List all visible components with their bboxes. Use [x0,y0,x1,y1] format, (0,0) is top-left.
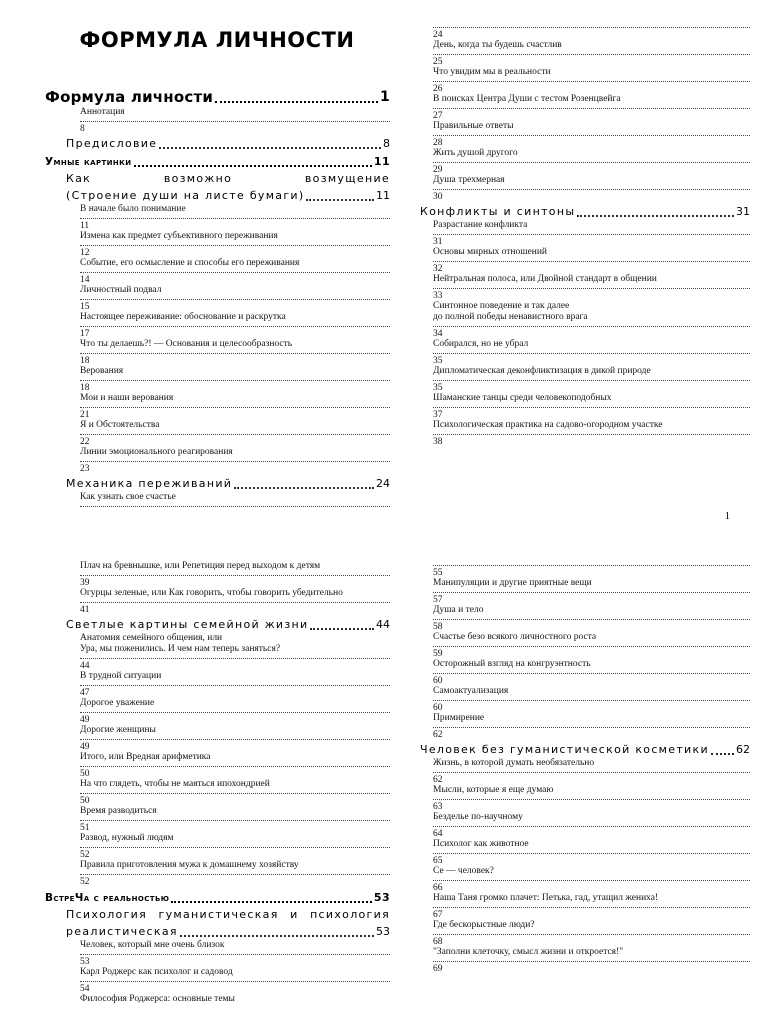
toc-entry-page-number: 8 [80,124,85,134]
toc-subentry [420,758,750,769]
toc-entry-title: Нейтральная полоса, или Двойной стандарт в общении [433,274,657,284]
dotted-leader [433,326,750,327]
toc-entry [420,646,750,670]
toc-subentry-title: Анатомия семейного общения, или [80,633,223,643]
toc-entry-page-number: 26 [433,84,443,94]
toc-entry-page-number: 32 [433,264,443,274]
dotted-leader [433,907,750,908]
toc-entry [45,712,390,736]
toc-entry-title: Дорогое уважение [80,698,155,708]
toc-entry [420,234,750,258]
toc-entry-page-number: 34 [433,329,443,339]
toc-entry [45,874,390,887]
toc-entry [420,673,750,697]
dotted-leader [171,901,372,903]
toc-entry [420,54,750,78]
dotted-leader [80,602,390,603]
toc-entry-page-number: 68 [433,937,443,947]
toc-entry-page-number: 35 [433,356,443,366]
toc-entry-page-number: 64 [433,829,443,839]
toc-column-page1-left [45,88,390,509]
toc-subentry [45,561,390,572]
toc-entry-page-number: 22 [80,437,90,447]
toc-entry [45,954,390,978]
toc-entry-page-number: 30 [433,192,443,202]
toc-entry [45,793,390,817]
toc-entry-page-number: 58 [433,622,443,632]
toc-entry-title: В поисках Центра Души с тестом Розенцвейга [433,94,621,104]
toc-subentry [45,633,390,655]
toc-subentry-title: Разрастание конфликта [433,220,528,230]
toc-entry [420,326,750,350]
toc-heading [66,189,390,203]
toc-column-page1-right [420,24,750,447]
toc-subentry-title: Ура, мы поженились. И чем нам теперь заняться? [80,644,281,654]
dotted-leader [433,54,750,55]
dotted-leader [80,218,390,219]
dotted-leader [180,935,374,937]
dotted-leader [80,793,390,794]
toc-entry [45,685,390,709]
toc-entry-title: Измена как предмет субъективного переживания [80,231,278,241]
toc-entry-title: Личностный подвал [80,285,162,295]
toc-entry [420,880,750,904]
toc-entry-title: Развод, нужный людям [80,833,174,843]
toc-entry-title: Правила приготовления мужа к домашнему хозяйству [80,860,299,870]
toc-entry-page-number: 29 [433,165,443,175]
toc-entry [45,575,390,599]
toc-entry-page-number: 18 [80,383,90,393]
toc-heading-label: Человек без гуманистической косметики [420,743,709,756]
toc-entry-page-number: 38 [433,437,443,447]
dotted-leader [80,121,390,122]
toc-subentry [45,492,390,503]
dotted-leader [80,353,390,354]
toc-heading [420,743,750,757]
toc-entry-title: Время разводиться [80,806,157,816]
dotted-leader [433,826,750,827]
toc-entry [45,272,390,296]
toc-subentry-title: В начале было понимание [80,204,186,214]
toc-entry-title: На что глядеть, чтобы не маяться ипохондрией [80,779,270,789]
toc-heading-label: (Строение души на листе бумаги) [66,189,305,202]
dotted-leader [80,954,390,955]
toc-entry [420,189,750,202]
toc-entry-page-number: 63 [433,802,443,812]
dotted-leader [433,27,750,28]
toc-entry-title: Я и Обстоятельства [80,420,160,430]
toc-entry-title: Философия Роджерса: основные темы [80,994,235,1004]
toc-subentry [45,940,390,951]
dotted-leader [159,147,381,149]
dotted-leader [433,592,750,593]
toc-entry-page-number: 62 [433,730,443,740]
toc-entry-title: Манипуляции и другие приятные вещи [433,578,592,588]
toc-entry-title: Линии эмоционального реагирования [80,447,233,457]
dotted-leader [215,101,378,103]
toc-entry [420,407,750,431]
toc-heading-page-number: 1 [380,89,390,105]
toc-heading-label: Механика переживаний [66,477,233,490]
toc-entry [45,434,390,458]
dotted-leader [80,766,390,767]
dotted-leader [433,853,750,854]
toc-entry [45,461,390,474]
toc-heading-label: Умные картинки [45,156,132,168]
toc-entry-title: Где бескорыстные люди? [433,920,535,930]
toc-heading-page-number: 53 [373,891,390,904]
toc-entry [45,353,390,377]
toc-entry-title: Мысли, которые я еще думаю [433,785,554,795]
dotted-leader [433,673,750,674]
toc-entry [420,81,750,105]
toc-entry [420,27,750,51]
toc-entry [420,108,750,132]
dotted-leader [80,506,390,507]
toc-entry [45,245,390,269]
toc-subentry-title: Аннотация [80,107,125,117]
dotted-leader [80,434,390,435]
dotted-leader [80,407,390,408]
toc-heading [45,891,390,905]
toc-heading-page-number: 31 [736,205,750,218]
toc-entry-page-number: 44 [80,661,90,671]
toc-heading-justified [66,908,390,922]
toc-entry-title: Верования [80,366,124,376]
toc-entry [420,934,750,958]
toc-heading-label: Конфликты и синтоны [420,205,576,218]
document-title: ФОРМУЛА ЛИЧНОСТИ [79,28,355,52]
toc-entry [420,162,750,186]
toc-heading-page-number: 11 [373,155,390,168]
toc-entry [45,820,390,844]
toc-entry-title: День, когда ты будешь счастлив [433,40,562,50]
toc-entry-title: Жить душой другого [433,148,518,158]
toc-entry-page-number: 69 [433,964,443,974]
toc-entry-page-number: 52 [80,877,90,887]
toc-entry-page-number: 47 [80,688,90,698]
toc-entry-page-number: 54 [80,984,90,994]
dotted-leader [433,261,750,262]
toc-entry-title: Основы мирных отношений [433,247,547,257]
toc-entry-page-number: 66 [433,883,443,893]
toc-entry-title: Мои и наши верования [80,393,174,403]
toc-entry-title: Наша Таня громко плачет: Петька, гад, утащил жениха! [433,893,659,903]
toc-heading-word: и [290,908,299,921]
toc-entry-page-number: 37 [433,410,443,420]
toc-entry-page-number: 14 [80,275,90,285]
toc-entry-title: Дипломатическая деконфликтизация в дикой природе [433,366,651,376]
toc-entry [45,218,390,242]
toc-subentry-title: Как узнать свое счастье [80,492,176,502]
dotted-leader [80,380,390,381]
toc-heading-page-number: 24 [376,477,390,490]
toc-entry [420,700,750,724]
toc-heading [45,155,390,169]
toc-entry-page-number: 50 [80,769,90,779]
toc-entry-title: Что увидим мы в реальности [433,67,551,77]
toc-entry-title: Душа и тело [433,605,484,615]
dotted-leader [433,565,750,566]
dotted-leader [433,434,750,435]
toc-heading-word: возможно [163,172,233,185]
toc-entry-title: Огурцы зеленые, или Как говорить, чтобы говорить убедительно [80,588,343,598]
dotted-leader [80,874,390,875]
toc-entry-title: Примирение [433,713,485,723]
toc-column-page2-right [420,562,750,974]
toc-entry [420,565,750,589]
toc-heading [66,477,390,491]
dotted-leader [433,288,750,289]
toc-heading-word: психология [310,908,390,921]
dotted-leader [310,628,374,630]
toc-heading-label: реалистическая [66,925,178,938]
toc-entry-title: Безделье по-научному [433,812,523,822]
toc-entry [420,380,750,404]
toc-entry [45,847,390,871]
dotted-leader [80,461,390,462]
toc-heading-word: возмущение [304,172,390,185]
toc-entry-page-number: 67 [433,910,443,920]
toc-entry [420,619,750,643]
toc-entry-page-number: 51 [80,823,90,833]
toc-entry-page-number: 52 [80,850,90,860]
toc-entry-page-number: 24 [433,30,443,40]
toc-column-page2-left [45,560,390,1005]
toc-entry [420,434,750,447]
toc-heading-label: Светлые картины семейной жизни [66,618,309,631]
toc-entry-page-number: 62 [433,775,443,785]
dotted-leader [80,712,390,713]
dotted-leader [80,847,390,848]
toc-entry [420,592,750,616]
toc-entry-title: до полной победы ненавистного врага [433,312,588,322]
toc-subentry-title: Жизнь, в которой думать необязательно [433,758,595,768]
toc-subentry [45,204,390,215]
toc-entry-title: Синтонное поведение и так далее [433,301,570,311]
toc-entry-page-number: 49 [80,742,90,752]
dotted-leader [134,165,372,167]
toc-entry [420,288,750,323]
dotted-leader [577,215,734,217]
dotted-leader [80,820,390,821]
toc-entry [45,326,390,350]
toc-entry-page-number: 60 [433,676,443,686]
toc-entry [45,299,390,323]
toc-entry [420,135,750,159]
dotted-leader [80,981,390,982]
dotted-leader [433,108,750,109]
toc-entry-page-number: 27 [433,111,443,121]
toc-entry-page-number: 28 [433,138,443,148]
toc-entry [45,766,390,790]
toc-entry-page-number: 21 [80,410,90,420]
dotted-leader [433,700,750,701]
toc-entry [45,407,390,431]
dotted-leader [433,772,750,773]
toc-entry-page-number: 25 [433,57,443,67]
toc-entry-title: Событие, его осмысление и способы его переживания [80,258,300,268]
dotted-leader [433,646,750,647]
toc-heading [66,925,390,939]
toc-heading-page-number: 53 [376,925,390,938]
toc-entry-title: Самоактуализация [433,686,509,696]
dotted-leader [80,575,390,576]
toc-entry-page-number: 15 [80,302,90,312]
toc-entry [45,602,390,615]
dotted-leader [433,727,750,728]
toc-subentry [45,107,390,118]
dotted-leader [433,619,750,620]
toc-entry-page-number: 11 [80,221,90,231]
toc-entry-page-number: 12 [80,248,90,258]
toc-entry-page-number: 39 [80,578,90,588]
dotted-leader [433,135,750,136]
toc-entry-page-number: 49 [80,715,90,725]
toc-entry [45,658,390,682]
toc-entry-page-number: 50 [80,796,90,806]
toc-heading [420,205,750,219]
toc-heading-page-number: 62 [736,743,750,756]
dotted-leader [433,234,750,235]
toc-heading [45,88,390,106]
toc-entry-page-number: 33 [433,291,443,301]
toc-entry-page-number: 41 [80,605,90,615]
toc-entry-page-number: 55 [433,568,443,578]
dotted-leader [80,245,390,246]
toc-entry-page-number: 65 [433,856,443,866]
toc-heading [66,618,390,632]
toc-entry [420,826,750,850]
dotted-leader [433,407,750,408]
toc-entry-page-number: 60 [433,703,443,713]
toc-entry-title: Правильные ответы [433,121,514,131]
toc-entry-title: Душа трехмерная [433,175,505,185]
toc-entry [45,981,390,1005]
toc-entry-title: Дорогие женщины [80,725,156,735]
dotted-leader [433,380,750,381]
toc-heading-label: Предисловие [66,137,158,150]
toc-heading-page-number: 44 [376,618,390,631]
toc-entry-page-number: 57 [433,595,443,605]
toc-entry-title: Шаманские танцы среди человекоподобных [433,393,612,403]
toc-entry [420,907,750,931]
toc-entry-page-number: 17 [80,329,90,339]
toc-heading-page-number: 8 [383,137,390,150]
toc-heading-word: Как [66,172,92,185]
toc-entry [420,961,750,974]
toc-entry-title: В трудной ситуации [80,671,162,681]
toc-entry-title: Итого, или Вредная арифметика [80,752,211,762]
dotted-leader [80,299,390,300]
dotted-leader [80,739,390,740]
dotted-leader [306,199,374,201]
toc-heading-justified [66,172,390,186]
toc-entry [420,772,750,796]
toc-entry [45,380,390,404]
dotted-leader [433,81,750,82]
dotted-leader [711,753,734,755]
toc-entry-title: "Заполни клеточку, смысл жизни и откроется!" [433,947,624,957]
toc-entry-title: Психологическая практика на садово-огородном участке [433,420,663,430]
dotted-leader [433,961,750,962]
toc-entry-page-number: 59 [433,649,443,659]
dotted-leader [80,326,390,327]
toc-entry-title: Осторожный взгляд на конгруэнтность [433,659,591,669]
dotted-leader [80,685,390,686]
toc-heading-word: Психология [66,908,148,921]
toc-subentry [420,220,750,231]
dotted-leader [234,487,374,489]
toc-entry-title: Психолог как животное [433,839,529,849]
toc-entry-title: Карл Роджерс как психолог и садовод [80,967,233,977]
toc-entry [420,261,750,285]
toc-entry-page-number: 31 [433,237,443,247]
toc-subentry-title: Плач на бревнышке, или Репетиция перед выходом к детям [80,561,321,571]
toc-entry [45,121,390,134]
toc-entry-page-number: 23 [80,464,90,474]
toc-entry [420,353,750,377]
page-number-footer: 1 [724,511,730,522]
toc-entry [420,727,750,740]
toc-entry [420,853,750,877]
dotted-leader [433,353,750,354]
dotted-leader [433,189,750,190]
toc-entry-title: Се — человек? [433,866,494,876]
toc-entry-title: Собирался, но не убрал [433,339,529,349]
toc-entry-title: Настоящее переживание: обоснование и раскрутка [80,312,286,322]
toc-heading-label: Формула личности [45,88,214,106]
toc-subentry-title: Человек, который мне очень близок [80,940,225,950]
toc-heading-label: ВстреЧа с реальностью [45,892,170,904]
toc-entry-title: Счастье безо всякого личностного роста [433,632,597,642]
toc-heading [66,137,390,151]
toc-heading-word: гуманистическая [158,908,279,921]
dotted-leader [80,658,390,659]
toc-entry [45,739,390,763]
dotted-leader [433,934,750,935]
dotted-leader [433,162,750,163]
dotted-leader [80,272,390,273]
toc-heading-page-number: 11 [376,189,390,202]
dotted-leader [433,880,750,881]
toc-entry-page-number: 53 [80,957,90,967]
toc-entry-title: Что ты делаешь?! — Основания и целесообразность [80,339,293,349]
dotted-leader [433,799,750,800]
toc-entry-page-number: 35 [433,383,443,393]
toc-entry-page-number: 18 [80,356,90,366]
toc-entry [420,799,750,823]
